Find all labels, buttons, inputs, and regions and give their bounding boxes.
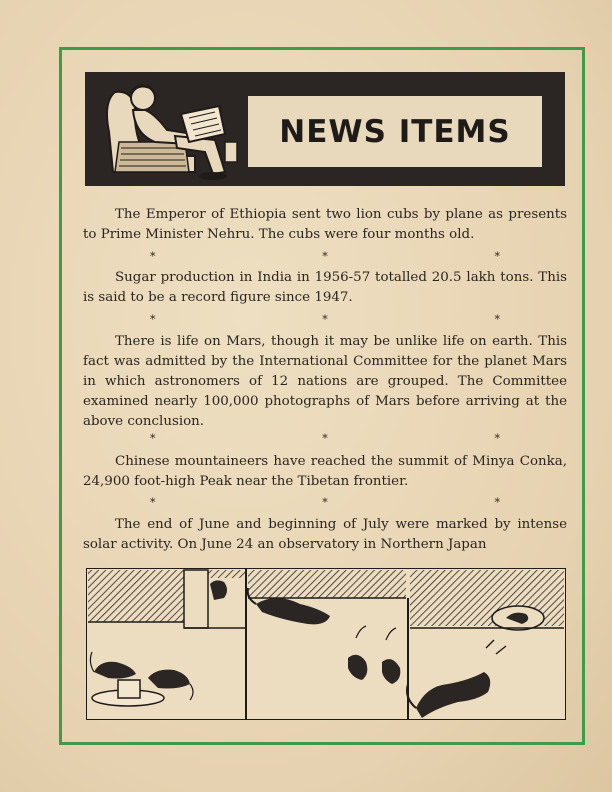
separator: * * *: [150, 313, 500, 326]
article-sugar: Sugar production in India in 1956-57 totalled 20.5 lakh tons. This is said to be a record figure since 1947.: [83, 270, 567, 305]
article-solar-activity: The end of June and beginning of July were marked by intense solar activity. On June 24 an observatory in Northern Japan: [83, 517, 567, 552]
separator: * * *: [150, 250, 500, 263]
separator: * * *: [150, 496, 500, 509]
cartoon-illustration: [86, 568, 566, 720]
page-title: NEWS ITEMS: [279, 113, 511, 150]
article-mars: There is life on Mars, though it may be unlike life on earth. This fact was admitted by the International Committee for the planet Mars in which astronomers of 12 nations are grouped. The Committee examined nearly 100,000 photographs of Mars before arriving at the above conclusion.: [83, 334, 567, 429]
article-minya-conka: Chinese mountaineers have reached the summit of Minya Conka, 24,900 foot-high Peak near the Tibetan frontier.: [83, 454, 567, 489]
separator: * * *: [150, 432, 500, 445]
article-ethiopia: The Emperor of Ethiopia sent two lion cubs by plane as presents to Prime Minister Nehru. The cubs were four months old.: [83, 207, 567, 242]
title-box: [248, 96, 542, 167]
cat-and-mice-cartoon-strip: [86, 568, 566, 720]
